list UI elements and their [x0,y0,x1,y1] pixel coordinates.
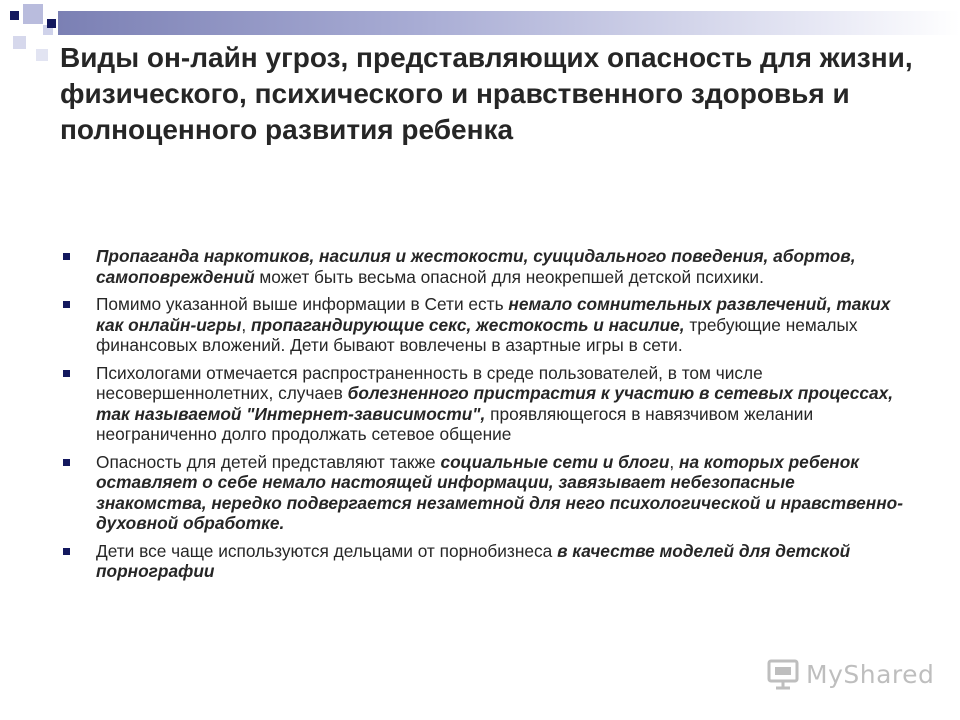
decor-square-dark [47,19,56,28]
decor-square [36,49,48,61]
bullet-text: Помимо указанной выше информации в Сети есть [96,294,509,314]
decor-square [13,36,26,49]
bullet-text: , [669,451,680,472]
square-bullet-icon [63,370,70,377]
square-bullet-icon [63,301,70,308]
watermark [766,656,934,692]
watermark-text: MyShared [806,659,935,689]
bullet-list [60,246,910,589]
decor-square [23,4,43,24]
emphasis-text: пропагандирующие секс, жестокость и насилие, [250,314,685,335]
emphasis-text: болезненного пристрастия к участию в сетевых процессах, так называемой "Интернет-зависимости", [96,383,894,424]
square-bullet-icon [63,253,70,260]
bullet-item [60,363,910,445]
bullet-text: требующие немалых финансовых вложений. Дети бывают вовлечены в азартные игры в сети. [96,314,858,355]
emphasis-text: в качестве моделей для детской порнографии [96,540,851,581]
emphasis-text: немало сомнительных развлечений, таких как онлайн-игры [96,294,891,335]
decor-square-dark [10,11,19,20]
bullet-text: Дети все чаще используются дельцами от порнобизнеса [96,540,558,561]
presentation-board-icon [766,656,802,692]
header-gradient-bar [58,11,960,35]
emphasis-text: социальные сети и блоги [440,451,670,472]
bullet-text: , [241,314,251,335]
bullet-text: проявляющегося в навязчивом желании неограниченно долго продолжать сетевое общение [96,403,814,444]
emphasis-text: Пропаганда наркотиков, насилия и жестокости, суицидального поведения, абортов, самоповреждений [96,246,856,287]
bullet-item [60,541,910,582]
bullet-item [60,452,910,534]
bullet-text: Опасность для детей представляют также [96,451,441,472]
slide-title: Виды он-лайн угроз, представляющих опасность для жизни, физического, психического и нравственного здоровья и полноценного развития ребенка [60,42,913,145]
bullet-item [60,246,910,287]
bullet-text: Психологами отмечается распространенность в среде пользователей, в том числе несовершеннолетних, случаев [96,362,763,403]
bullet-text: может быть весьма опасной для неокрепшей детской психики. [254,266,764,287]
square-bullet-icon [63,459,70,466]
square-bullet-icon [63,548,70,555]
emphasis-text: на которых ребенок оставляет о себе немало настоящей информации, завязывает небезопасные знакомства, нередко подвергается незаметной для него психологической и нравственно-духовной обработке. [96,451,903,533]
bullet-item [60,294,910,356]
